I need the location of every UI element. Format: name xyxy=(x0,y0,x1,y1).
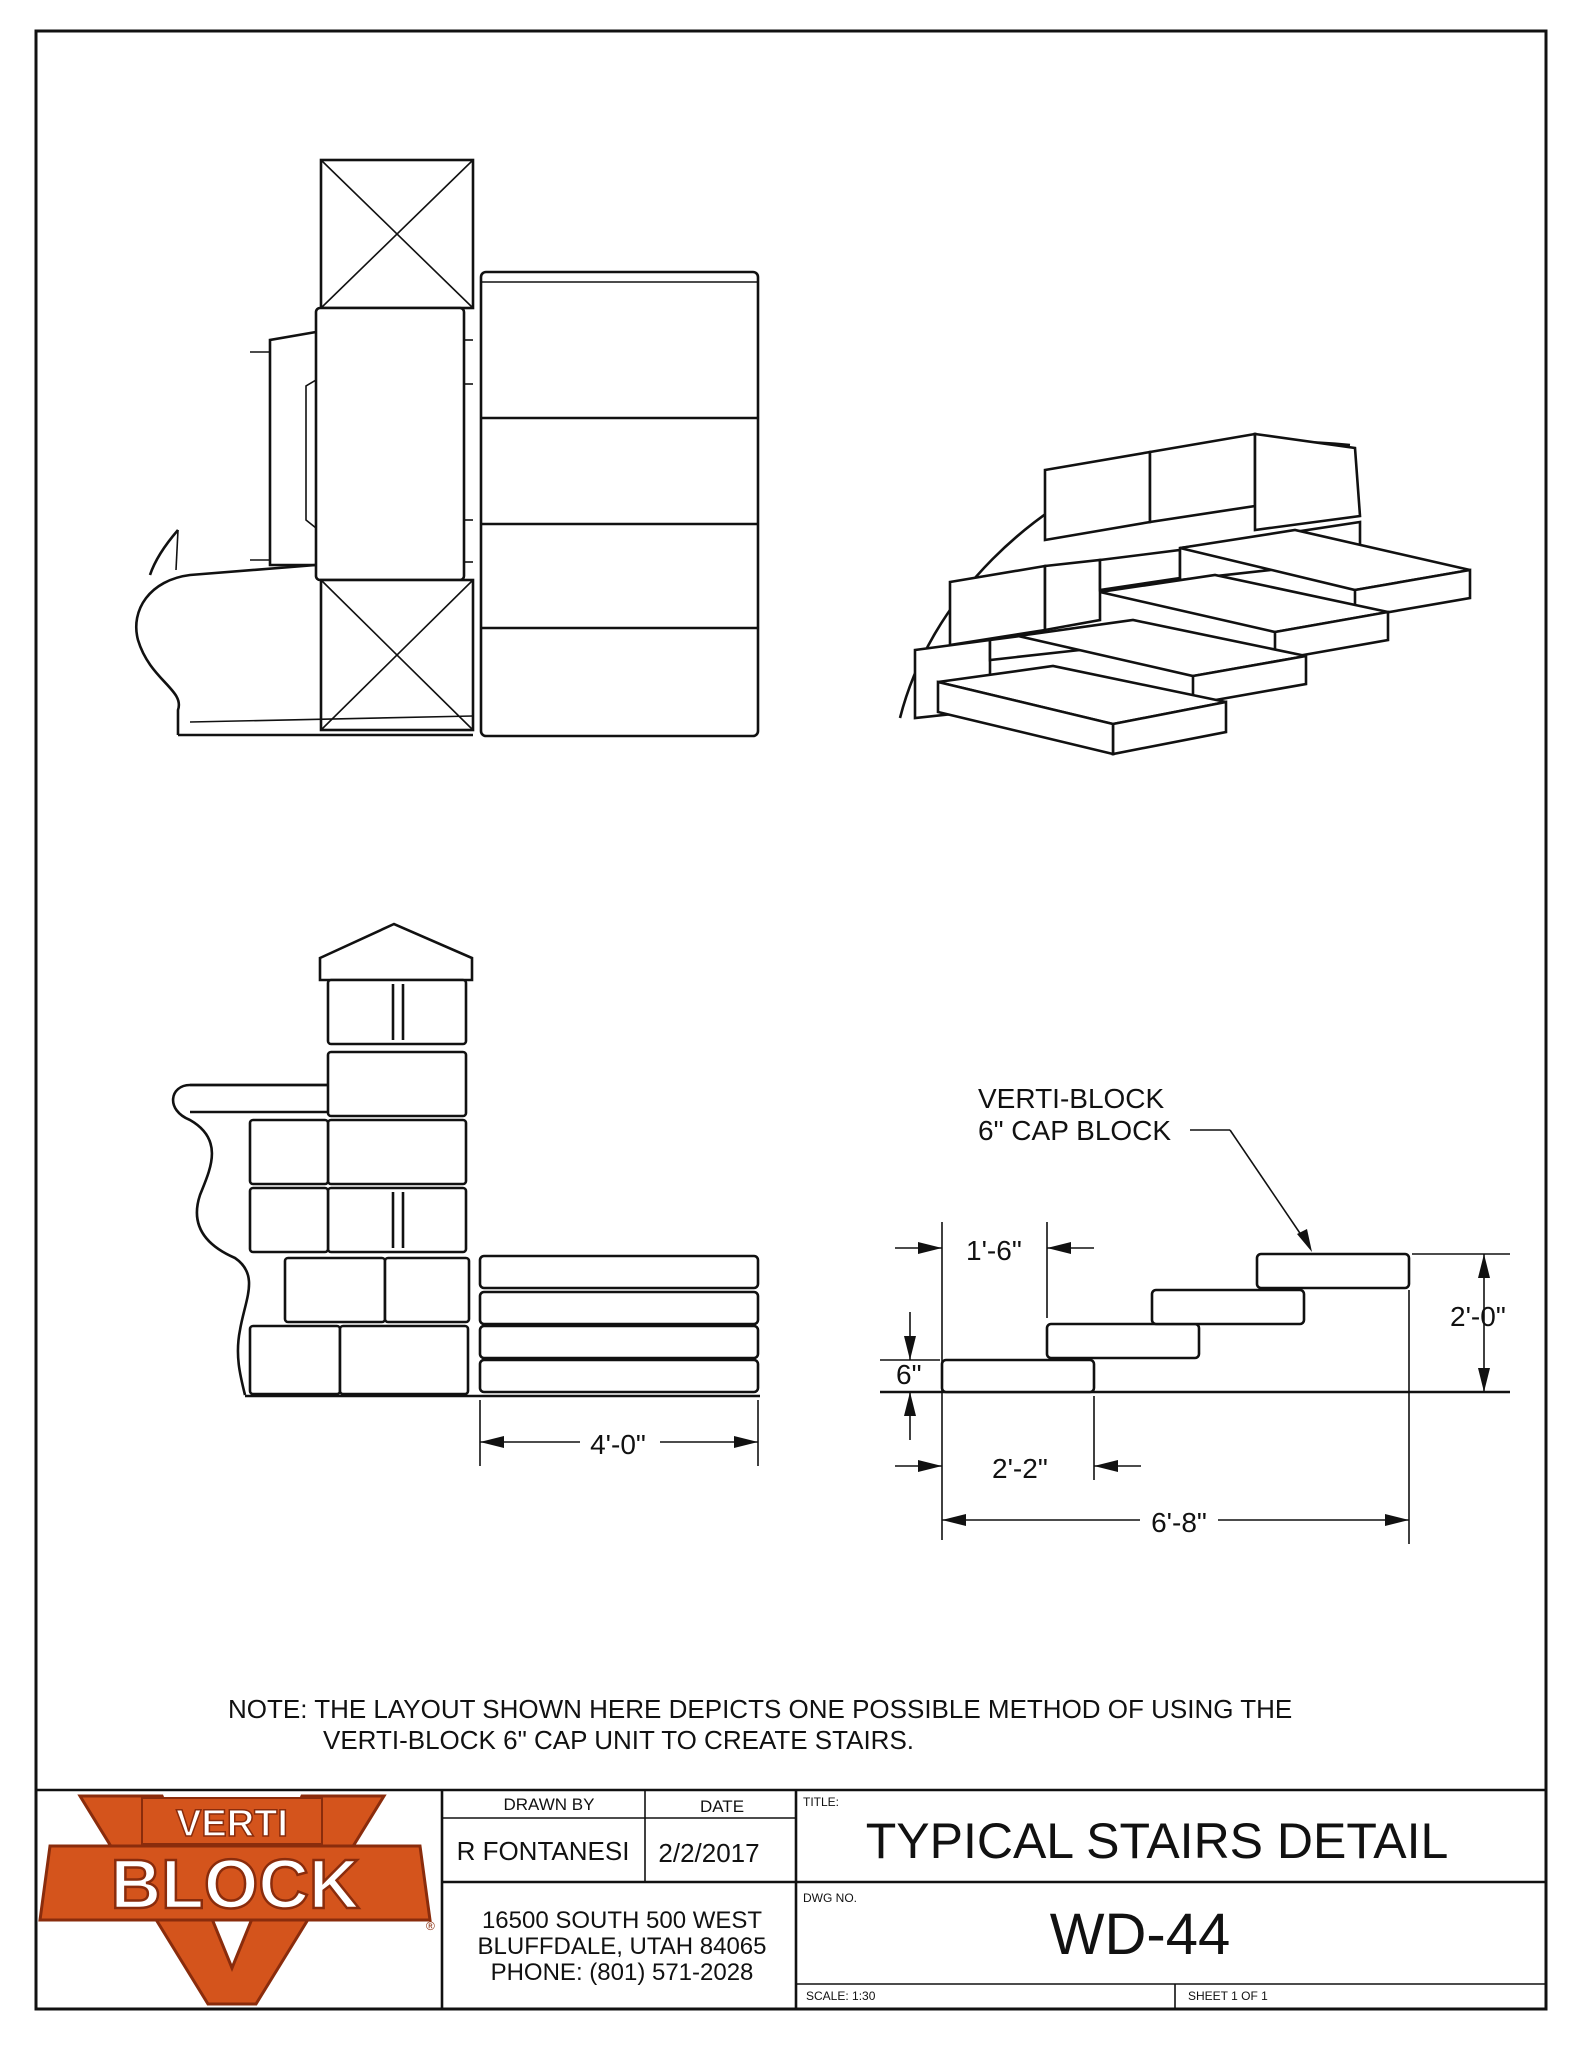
logo-registered-mark: ® xyxy=(426,1919,435,1933)
address-line1: 16500 SOUTH 500 WEST xyxy=(481,1907,763,1934)
logo-main-text: BLOCK xyxy=(110,1845,360,1923)
dwg-no: WD-44 xyxy=(1049,1902,1231,1967)
elevation-view xyxy=(173,924,760,1466)
isometric-view xyxy=(900,434,1470,754)
callout-line2: 6" CAP BLOCK xyxy=(978,1115,1172,1146)
verti-block-logo xyxy=(40,1796,435,2004)
logo-top-text: VERTI xyxy=(176,1803,288,1845)
dim-step-height: 6" xyxy=(896,1359,922,1390)
plan-view xyxy=(136,160,758,736)
date-label: DATE xyxy=(699,1797,745,1816)
drawn-by-value: R FONTANESI xyxy=(456,1836,630,1866)
note-line1: NOTE: THE LAYOUT SHOWN HERE DEPICTS ONE POSSIBLE METHOD OF USING THE xyxy=(228,1694,1293,1724)
dim-bottom-step: 2'-2" xyxy=(992,1453,1048,1484)
note-line2: VERTI-BLOCK 6" CAP UNIT TO CREATE STAIRS. xyxy=(323,1725,915,1755)
side-section-view xyxy=(880,1083,1510,1544)
phone: PHONE: (801) 571-2028 xyxy=(490,1959,754,1986)
dim-tread-depth: 1'-6" xyxy=(966,1235,1022,1266)
title-label: TITLE: xyxy=(803,1795,840,1809)
sheet-number: SHEET 1 OF 1 xyxy=(1188,1989,1268,2003)
dim-front-width: 4'-0" xyxy=(590,1429,646,1460)
dim-total-height: 2'-0" xyxy=(1450,1301,1506,1332)
dim-overall-length: 6'-8" xyxy=(1151,1507,1207,1538)
date-value: 2/2/2017 xyxy=(658,1838,760,1868)
callout-line1: VERTI-BLOCK xyxy=(978,1083,1165,1114)
address-line2: BLUFFDALE, UTAH 84065 xyxy=(477,1933,767,1960)
scale: SCALE: 1:30 xyxy=(806,1989,876,2003)
drawing-title: TYPICAL STAIRS DETAIL xyxy=(865,1813,1449,1869)
dwg-no-label: DWG NO. xyxy=(803,1891,857,1905)
title-block xyxy=(36,1790,1546,2009)
drawn-by-label: DRAWN BY xyxy=(503,1795,595,1814)
